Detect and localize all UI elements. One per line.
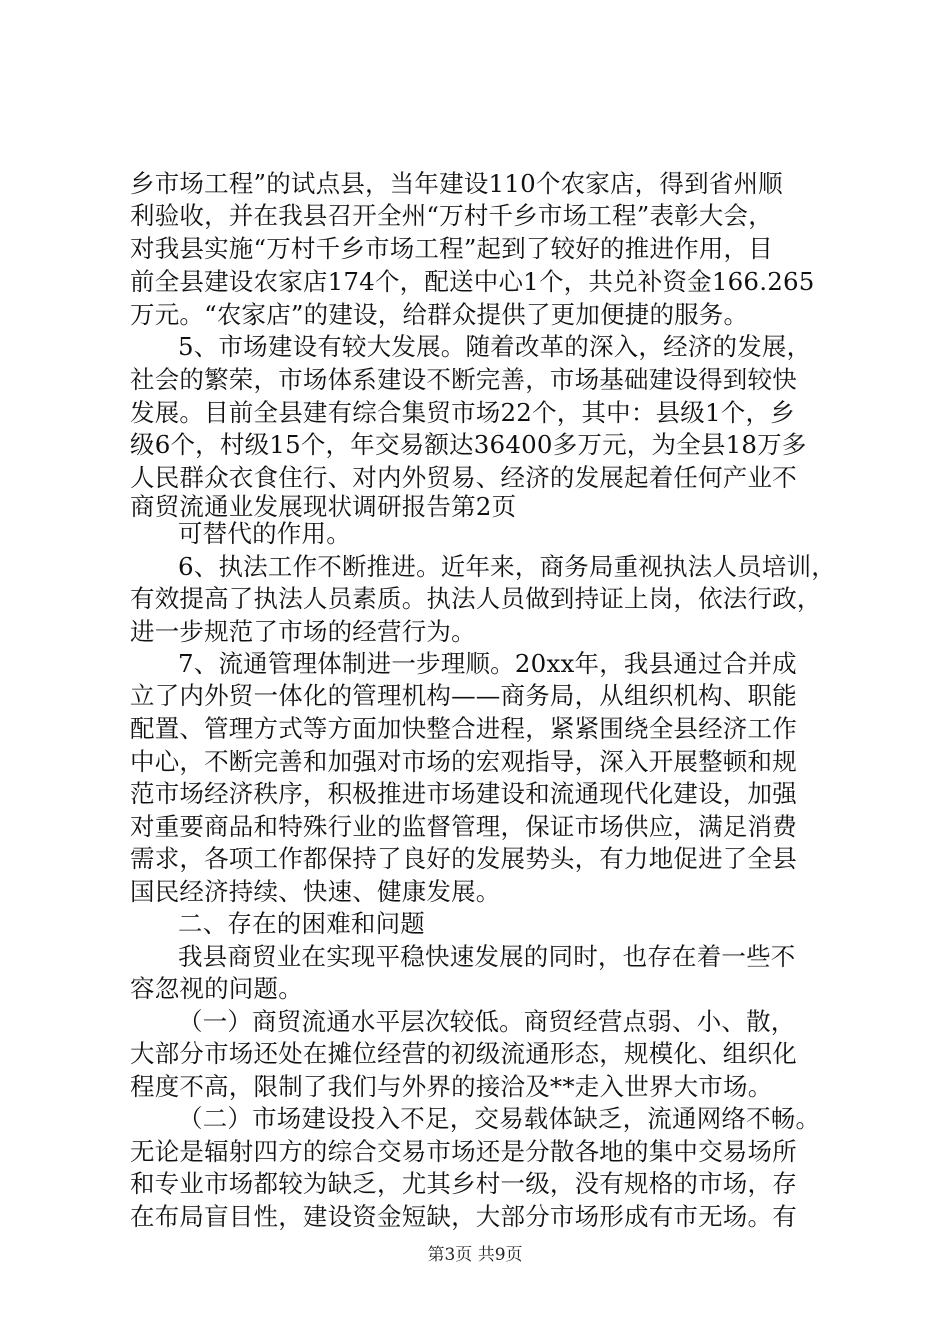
text-line: 配置、管理方式等方面加快整合进程，紧紧围绕全县经济工作: [130, 714, 797, 743]
paragraph-start: 可替代的作用。: [178, 519, 351, 548]
paragraph-start: 6、执法工作不断推进。近年来，商务局重视执法人员培训，: [178, 552, 836, 581]
paragraph-start: （二）市场建设投入不足，交易载体缺乏，流通网络不畅。: [178, 1104, 821, 1133]
text-line: 发展。目前全县建有综合集贸市场22个，其中：县级1个，乡: [130, 398, 795, 427]
text-line: 万元。“农家店”的建设，给群众提供了更加便捷的服务。: [130, 300, 749, 329]
text-line: 有效提高了执法人员素质。执法人员做到持证上岗，依法行政，: [130, 584, 822, 613]
text-line: 对重要商品和特殊行业的监督管理，保证市场供应，满足消费: [130, 812, 797, 841]
text-line: 需求，各项工作都保持了良好的发展势头，有力地促进了全县: [130, 844, 797, 873]
text-line: 范市场经济秩序，积极推进市场建设和流通现代化建设，加强: [130, 779, 797, 808]
paragraph-start: 我县商贸业在实现平稳快速发展的同时，也存在着一些不: [178, 942, 796, 971]
text-line: 人民群众衣食住行、对内外贸易、经济的发展起着任何产业不: [130, 463, 797, 492]
section-heading: 二、存在的困难和问题: [178, 909, 425, 938]
paragraph-start: 5、市场建设有较大发展。随着改革的深入，经济的发展，: [178, 332, 812, 361]
page-footer: 第3页 共9页: [427, 1245, 523, 1265]
text-line: 前全县建设农家店174个，配送中心1个，共兑补资金166.265: [130, 267, 815, 296]
text-line: 进一步规范了市场的经营行为。: [130, 617, 476, 646]
text-line: 大部分市场还处在摊位经营的初级流通形态，规模化、组织化: [130, 1039, 797, 1068]
text-line: 中心，不断完善和加强对市场的宏观指导，深入开展整顿和规: [130, 747, 797, 776]
text-line: 乡市场工程”的试点县，当年建设110个农家店，得到省州顺: [130, 169, 783, 198]
text-line: 无论是辐射四方的综合交易市场还是分散各地的集中交易场所: [130, 1137, 797, 1166]
text-line: 和专业市场都较为缺乏，尤其乡村一级，没有规格的市场，存: [130, 1169, 797, 1198]
text-line: 利验收，并在我县召开全州“万村千乡市场工程”表彰大会，: [130, 201, 773, 230]
text-line: 社会的繁荣，市场体系建设不断完善，市场基础建设得到较快: [130, 365, 797, 394]
text-line: 程度不高，限制了我们与外界的接洽及**走入世界大市场。: [130, 1072, 773, 1101]
text-line: 级6个，村级15个，年交易额达36400多万元，为全县18万多: [130, 430, 807, 459]
text-line: 容忽视的问题。: [130, 974, 303, 1003]
text-line: 在布局盲目性，建设资金短缺，大部分市场形成有市无场。有: [130, 1202, 797, 1231]
paragraph-start: （一）商贸流通水平层次较低。商贸经营点弱、小、散，: [178, 1007, 796, 1036]
paragraph-start: 7、流通管理体制进一步理顺。20xx年，我县通过合并成: [178, 649, 797, 678]
inline-page-marker: 商贸流通业发展现状调研报告第2页: [130, 492, 517, 521]
text-line: 立了内外贸一体化的管理机构——商务局，从组织机构、职能: [130, 681, 797, 710]
text-line: 对我县实施“万村千乡市场工程”起到了较好的推进作用，目: [130, 234, 773, 263]
text-line: 国民经济持续、快速、健康发展。: [130, 877, 501, 906]
